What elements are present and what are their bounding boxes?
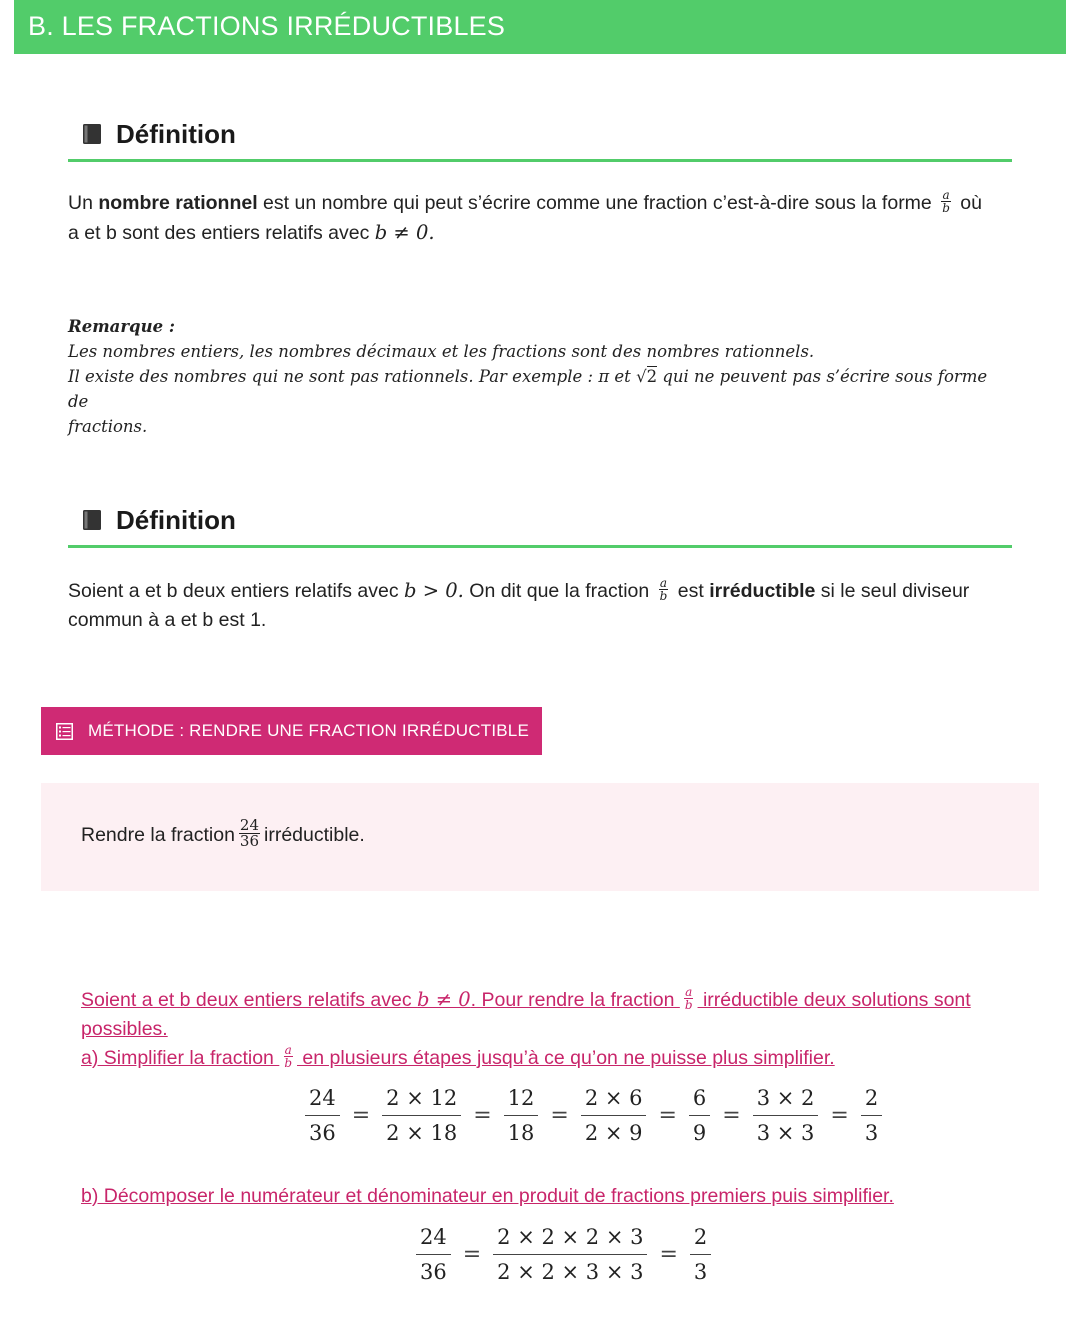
definition-text-2 xyxy=(68,576,1018,635)
equals-sign: = xyxy=(351,1103,371,1128)
fraction-24-over-36 xyxy=(239,818,260,849)
definition-title: Définition xyxy=(116,504,236,535)
solution-intro xyxy=(81,985,1011,1073)
section-header xyxy=(14,0,1066,54)
definition-heading-2 xyxy=(82,502,236,538)
equation-b xyxy=(406,1225,721,1284)
definition-text-part: Soient a et b deux entiers relatifs avec xyxy=(68,580,405,602)
solution-text: irréductible deux solutions sont xyxy=(697,989,971,1011)
remark-line: fractions. xyxy=(68,417,148,436)
remark-line: Les nombres entiers, les nombres décimaux et les fractions sont des nombres rationnels. xyxy=(68,342,815,361)
step-b xyxy=(81,1182,1011,1211)
definition-title: Définition xyxy=(116,118,236,149)
fraction-denominator: 2 × 2 × 3 × 3 xyxy=(497,1260,644,1284)
book-icon xyxy=(82,509,102,531)
definition-term: nombre rationnel xyxy=(98,192,258,214)
equals-sign: = xyxy=(462,1242,482,1267)
fraction-denominator: 36 xyxy=(420,1260,447,1284)
fraction-a-over-b xyxy=(684,986,694,1011)
solution-text: . Pour rendre la fraction xyxy=(470,989,680,1011)
equation-fraction xyxy=(861,1086,882,1145)
fraction-denominator: b xyxy=(659,589,668,604)
fraction-numerator: 12 xyxy=(504,1086,539,1116)
list-icon xyxy=(56,723,73,740)
fraction-denominator: 2 × 18 xyxy=(386,1121,458,1145)
definition-term: irréductible xyxy=(709,580,816,602)
definition-text-part: est un nombre qui peut s’écrire comme une fraction c’est-à-dire sous la forme xyxy=(257,192,938,214)
equals-sign: = xyxy=(658,1103,677,1128)
equals-sign: = xyxy=(659,1242,678,1267)
definition-text-part: commun à a et b est 1. xyxy=(68,609,267,631)
definition-divider xyxy=(68,159,1012,162)
method-banner xyxy=(41,707,542,755)
fraction-numerator: a xyxy=(659,576,668,591)
fraction-a-over-b xyxy=(659,577,669,602)
fraction-denominator: 3 × 3 xyxy=(756,1121,815,1145)
pi-symbol: π xyxy=(598,367,610,386)
sqrt-symbol: √ xyxy=(636,367,647,386)
fraction-numerator: a xyxy=(685,985,693,1000)
fraction-denominator: 2 × 9 xyxy=(584,1121,643,1145)
solution-text: Soient a et b deux entiers relatifs avec xyxy=(81,989,418,1011)
fraction-numerator: 24 xyxy=(416,1225,451,1255)
fraction-a-over-b xyxy=(941,189,951,214)
definition-text-part: si le seul diviseur xyxy=(815,580,970,602)
fraction-denominator: b xyxy=(684,998,693,1013)
exercise-box xyxy=(41,783,1039,891)
definition-condition: b > 0. xyxy=(404,579,464,602)
equation-fraction xyxy=(504,1086,539,1145)
equals-sign: = xyxy=(830,1103,849,1128)
fraction-denominator: 3 xyxy=(693,1260,708,1284)
fraction-denominator: 36 xyxy=(239,832,260,850)
remark-block xyxy=(68,314,1008,439)
solution-text: possibles. xyxy=(81,1018,168,1040)
fraction-numerator: 24 xyxy=(305,1086,340,1116)
definition-heading-1 xyxy=(82,116,236,152)
equation-fraction xyxy=(690,1225,711,1284)
fraction-numerator: 2 xyxy=(690,1225,711,1255)
definition-text-part: est xyxy=(672,580,710,602)
equation-fraction xyxy=(493,1225,647,1284)
equals-sign: = xyxy=(473,1103,492,1128)
step-a-text: en plusieurs étapes jusqu’à ce qu’on ne puisse plus simplifier. xyxy=(297,1047,835,1069)
step-a-text: a) Simplifier la fraction xyxy=(81,1047,280,1069)
equation-fraction xyxy=(416,1225,451,1284)
equation-fraction xyxy=(581,1086,647,1145)
fraction-a-over-b xyxy=(283,1044,293,1069)
fraction-numerator: a xyxy=(284,1043,292,1058)
solution-condition: b ≠ 0 xyxy=(417,988,471,1011)
fraction-denominator: 18 xyxy=(507,1121,535,1145)
fraction-denominator: 36 xyxy=(309,1121,336,1145)
remark-line: qui ne peuvent pas s’écrire sous forme de xyxy=(68,367,988,411)
method-title: MÉTHODE : RENDRE UNE FRACTION IRRÉDUCTIBLE xyxy=(88,721,529,740)
fraction-numerator: 6 xyxy=(689,1086,710,1116)
remark-line: Il existe des nombres qui ne sont pas rationnels. Par exemple : xyxy=(68,367,599,386)
definition-text-1 xyxy=(68,189,1018,248)
section-title: B. LES FRACTIONS IRRÉDUCTIBLES xyxy=(28,11,506,41)
book-icon xyxy=(82,123,102,145)
fraction-denominator: b xyxy=(942,201,950,216)
fraction-denominator: 3 xyxy=(864,1121,879,1145)
definition-condition: b ≠ 0. xyxy=(374,221,435,244)
definition-text-part: où xyxy=(954,192,982,214)
equation-fraction xyxy=(753,1086,819,1145)
equation-fraction xyxy=(305,1086,340,1145)
fraction-numerator: a xyxy=(942,188,950,203)
exercise-text: irréductible. xyxy=(264,824,365,846)
equals-sign: = xyxy=(722,1103,741,1128)
equation-a xyxy=(295,1086,892,1145)
step-b-text: b) Décomposer le numérateur et dénominateur en produit de fractions premiers puis simplifier. xyxy=(81,1185,894,1207)
remark-line: et xyxy=(609,367,637,386)
equation-fraction xyxy=(382,1086,461,1145)
fraction-numerator: 2 xyxy=(861,1086,882,1116)
fraction-denominator: b xyxy=(284,1056,293,1071)
definition-text-part: Un xyxy=(68,192,99,214)
fraction-numerator: 2 × 12 xyxy=(382,1086,461,1116)
fraction-numerator: 2 × 6 xyxy=(581,1086,647,1116)
sqrt-radicand: 2 xyxy=(646,367,658,386)
definition-text-part: On dit que la fraction xyxy=(463,580,655,602)
definition-text-part: a et b sont des entiers relatifs avec xyxy=(68,222,375,244)
remark-title: Remarque : xyxy=(68,317,175,336)
exercise-statement xyxy=(81,816,365,851)
fraction-denominator: 9 xyxy=(692,1121,707,1145)
definition-divider xyxy=(68,545,1012,548)
equals-sign: = xyxy=(550,1103,569,1128)
exercise-text: Rendre la fraction xyxy=(81,824,235,846)
fraction-numerator: 24 xyxy=(239,816,260,834)
equation-fraction xyxy=(689,1086,710,1145)
fraction-numerator: 3 × 2 xyxy=(753,1086,819,1116)
fraction-numerator: 2 × 2 × 2 × 3 xyxy=(493,1225,647,1255)
